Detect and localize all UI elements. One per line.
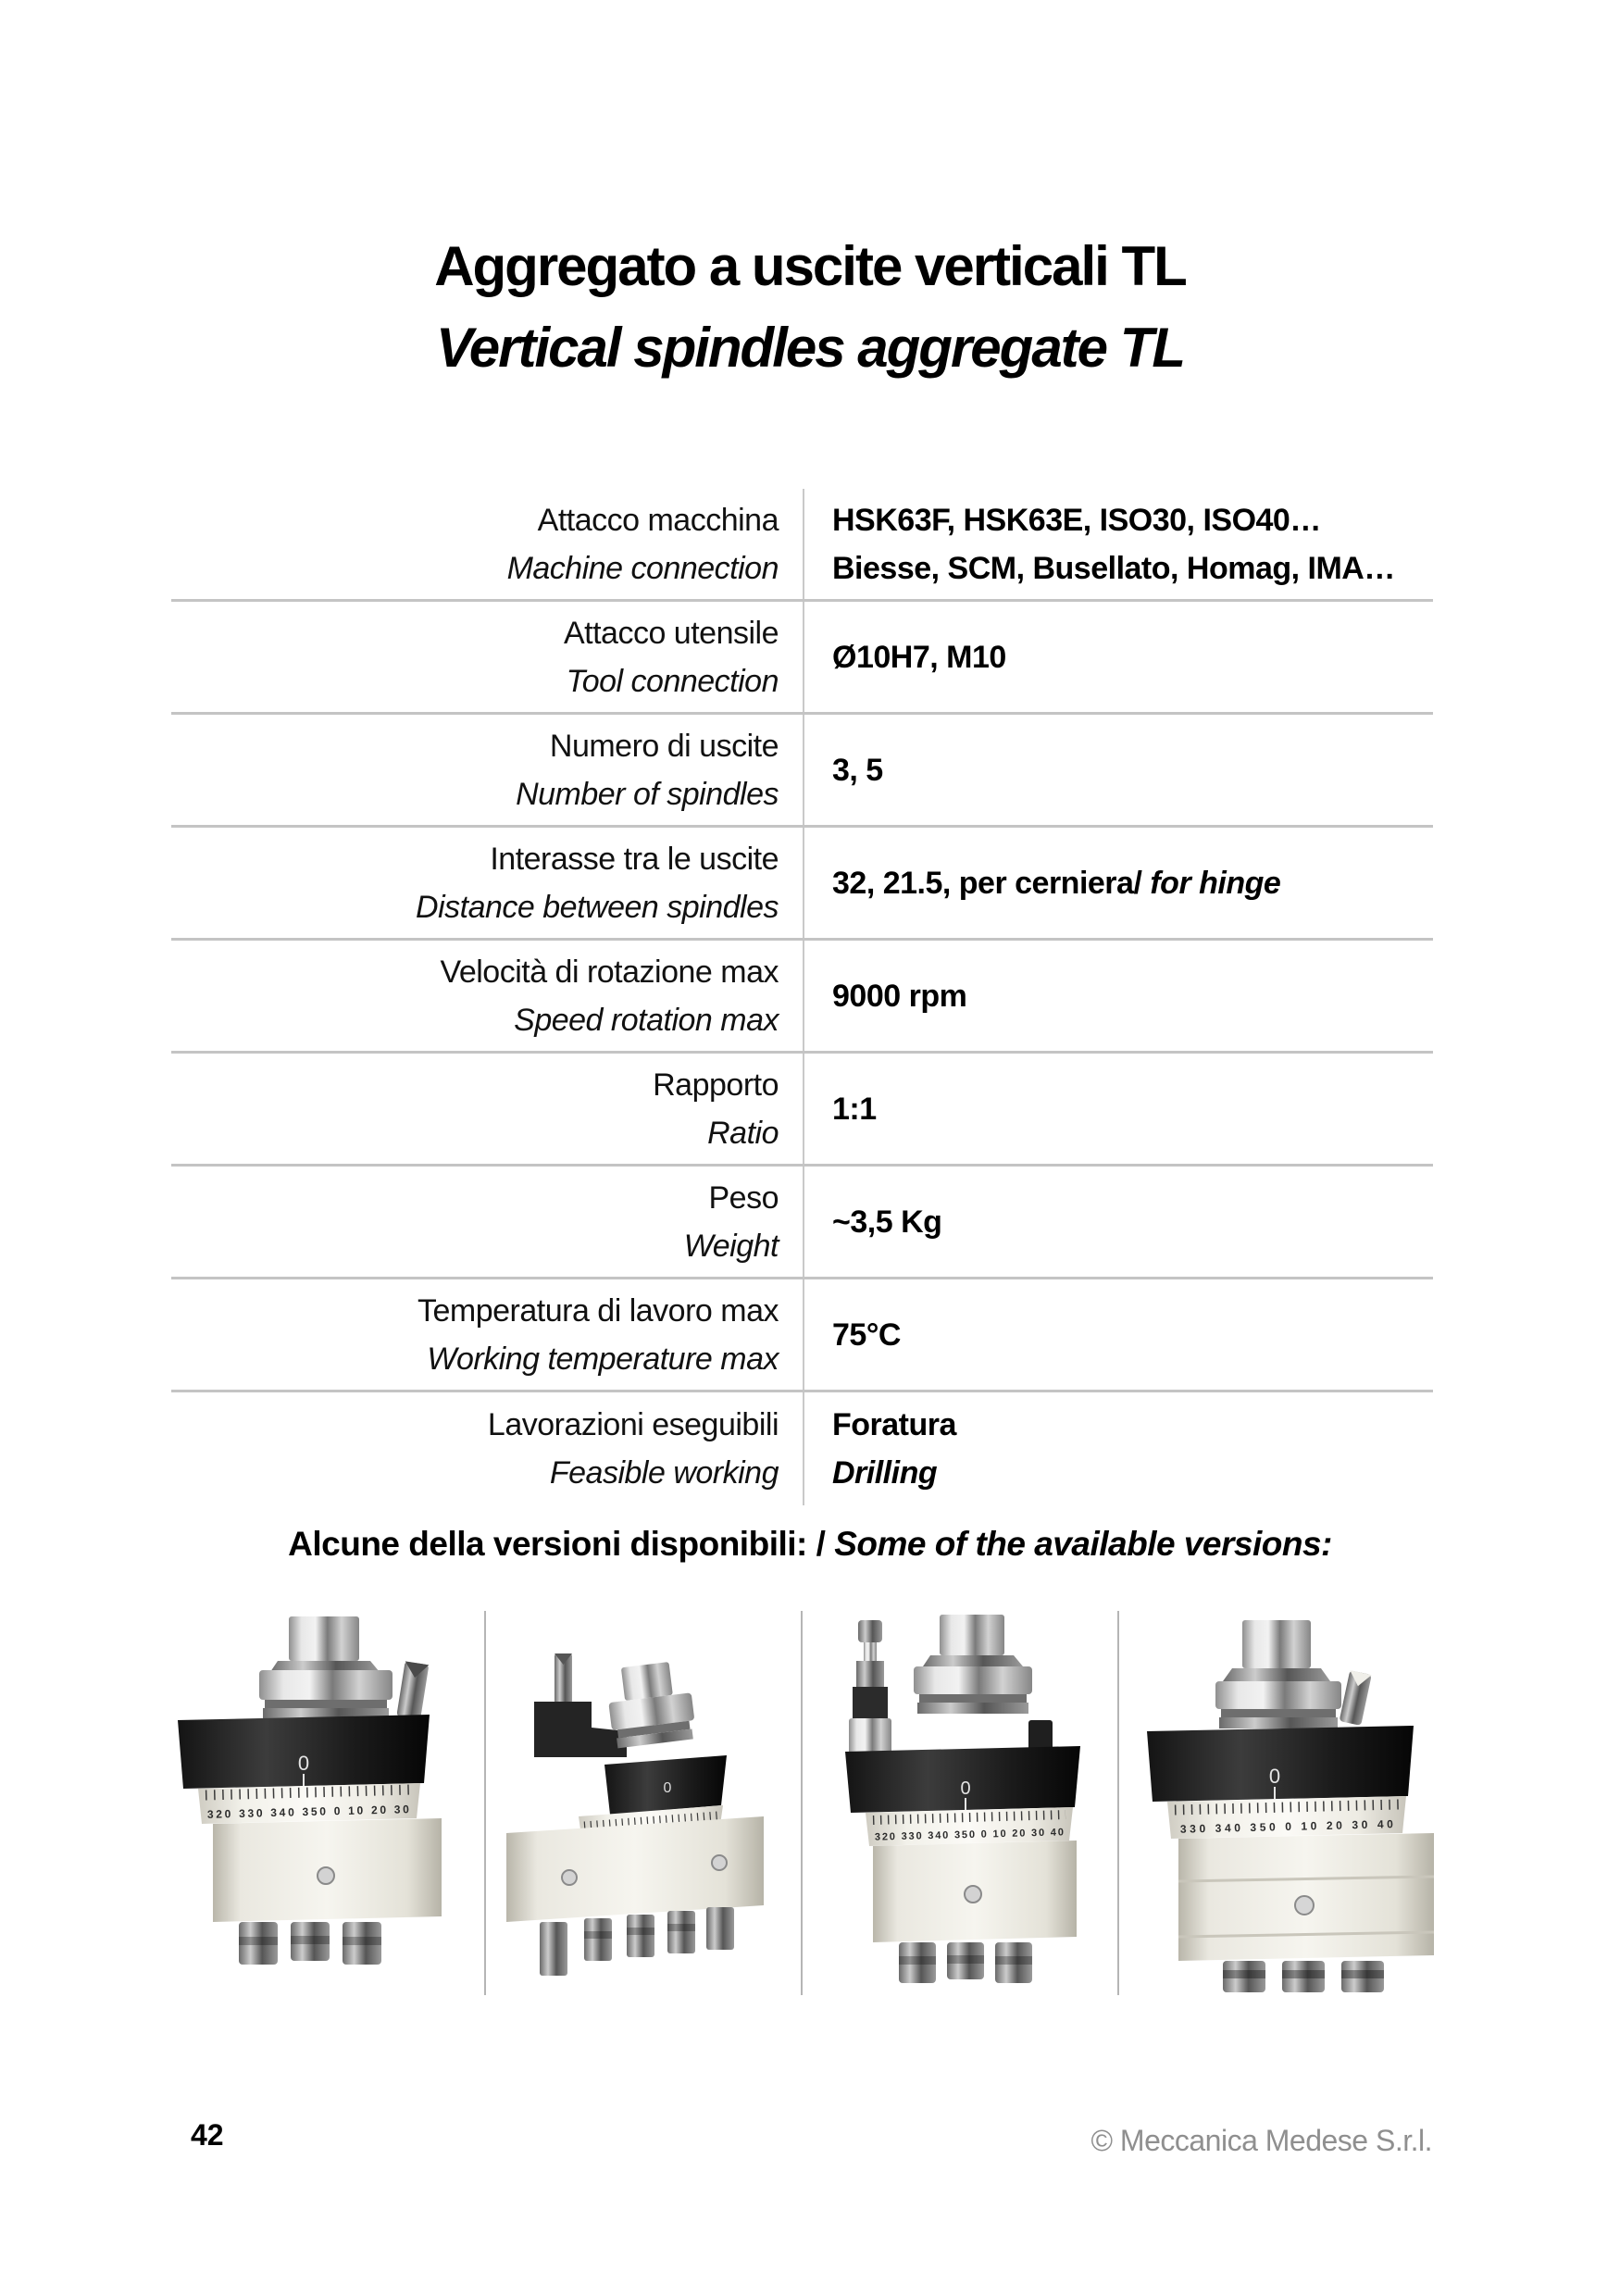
spindle-collets (1223, 1961, 1384, 1992)
body-screw (318, 1867, 334, 1884)
dial-zero-marker: 0 (663, 1780, 672, 1796)
spec-row-number-of-spindles (171, 715, 1433, 828)
spec-label-italian: Interasse tra le uscite (490, 841, 779, 877)
dial-zero-marker: 0 (960, 1778, 971, 1799)
spec-row-feasible-working (171, 1392, 1433, 1505)
dial-scale-numbers: 320 330 340 350 0 10 20 30 (206, 1803, 410, 1821)
spec-label-italian: Attacco utensile (563, 615, 779, 651)
copyright-notice: © Meccanica Medese S.r.l. (1090, 2124, 1432, 2157)
spec-value-line1: ~3,5 Kg (832, 1204, 942, 1240)
drive-pin (1339, 1670, 1371, 1726)
spec-row-distance-between-spindles (171, 828, 1433, 941)
spec-value-line2: Biesse, SCM, Busellato, Homag, IMA… (832, 550, 1395, 586)
spec-label-english: Distance between spindles (416, 889, 779, 925)
spec-value-line2: Drilling (832, 1455, 938, 1491)
spec-value-line1: Foratura (832, 1407, 956, 1442)
spec-label (171, 1392, 803, 1505)
spec-value (803, 715, 1433, 825)
spindle-collets (239, 1922, 381, 1965)
body-screw (965, 1886, 981, 1903)
body-screw (1295, 1896, 1314, 1915)
spec-label-italian: Rapporto (653, 1067, 779, 1103)
spec-label-english: Tool connection (566, 663, 779, 699)
spec-label (171, 1054, 803, 1164)
spec-value-line1 (832, 859, 1433, 907)
spec-value-regular: 32, 21.5, per cerniera/ (832, 865, 1142, 901)
spec-value-italic: for hinge (1141, 865, 1281, 901)
versions-caption (0, 1520, 1620, 1568)
versions-caption-english: Some of the available versions: (834, 1525, 1332, 1563)
spec-row-working-temperature-max (171, 1279, 1433, 1392)
product-photo-2 (484, 1611, 801, 1995)
spec-value-line1: 1:1 (832, 1091, 877, 1127)
holder-flange (914, 1666, 1032, 1694)
spindle-collets (899, 1942, 1032, 1983)
rotation-drum (1147, 1726, 1414, 1802)
spec-label (171, 941, 803, 1051)
versions-caption-italian: Alcune della versioni disponibili: / (288, 1525, 835, 1563)
spec-label-english: Speed rotation max (514, 1002, 779, 1038)
spec-value (803, 1054, 1433, 1164)
spec-value (803, 1392, 1433, 1505)
spec-row-machine-connection (171, 489, 1433, 602)
spec-value-line1: 3, 5 (832, 752, 883, 788)
spec-label-english: Weight (683, 1228, 779, 1264)
spec-label (171, 715, 803, 825)
spec-value (803, 1167, 1433, 1277)
tool-holder-shank (1242, 1620, 1311, 1668)
spec-label-italian: Lavorazioni eseguibili (487, 1407, 779, 1442)
tool-holder-shank (940, 1615, 1004, 1655)
spec-label-english: Number of spindles (516, 776, 779, 812)
body-screw (562, 1870, 577, 1885)
product-photos-strip (120, 1611, 1500, 1995)
dial-scale-numbers: 320 330 340 350 0 10 20 30 40 (874, 1827, 1064, 1843)
product-photo-3 (801, 1611, 1117, 1995)
body-screw (712, 1855, 727, 1870)
spec-value (803, 602, 1433, 712)
graduated-dial (198, 1783, 420, 1824)
spec-label (171, 1279, 803, 1390)
spec-label (171, 489, 803, 599)
spec-label-italian: Numero di uscite (549, 728, 779, 764)
spec-label-english: Machine connection (506, 550, 779, 586)
aggregate-body (506, 1816, 764, 1922)
spec-label-italian: Temperatura di lavoro max (417, 1292, 779, 1329)
tool-holder-shank (289, 1616, 359, 1661)
tool-holder-shank (621, 1662, 673, 1701)
spec-label-italian: Attacco macchina (537, 502, 779, 538)
spec-value-line1: Ø10H7, M10 (832, 639, 1006, 675)
spec-row-ratio (171, 1054, 1433, 1167)
spec-row-tool-connection (171, 602, 1433, 715)
spec-label (171, 1167, 803, 1277)
spec-label (171, 602, 803, 712)
spec-label-english: Working temperature max (427, 1341, 779, 1377)
drive-pin (396, 1661, 429, 1719)
spec-value-line1: HSK63F, HSK63E, ISO30, ISO40… (832, 502, 1321, 538)
product-photo-1 (120, 1611, 484, 1995)
dial-zero-marker: 0 (1268, 1765, 1280, 1788)
spec-label (171, 828, 803, 938)
spec-row-weight (171, 1167, 1433, 1279)
spec-label-english: Ratio (707, 1115, 779, 1151)
page-number: 42 (191, 2118, 224, 2152)
spec-value (803, 941, 1433, 1051)
dial-zero-marker: 0 (297, 1752, 310, 1775)
spec-table (171, 489, 1433, 1505)
spec-row-speed-rotation-max (171, 941, 1433, 1054)
holder-flange (259, 1670, 393, 1700)
page-title-english: Vertical spindles aggregate TL (435, 317, 1185, 379)
spec-value (803, 828, 1433, 938)
spec-label-italian: Velocità di rotazione max (440, 954, 779, 990)
spec-label-italian: Peso (708, 1179, 779, 1216)
spec-value-line1: 75°C (832, 1316, 901, 1353)
page-title-italian: Aggregato a uscite verticali TL (434, 235, 1186, 297)
spec-value (803, 1279, 1433, 1390)
presetting-pin (555, 1653, 572, 1703)
dial-scale-numbers: 330 340 350 0 10 20 30 40 (1179, 1817, 1393, 1836)
spec-value (803, 489, 1433, 599)
spec-label-english: Feasible working (549, 1455, 779, 1491)
spec-value-line1: 9000 rpm (832, 978, 967, 1014)
holder-flange (1215, 1681, 1341, 1709)
product-photo-4 (1117, 1611, 1500, 1995)
